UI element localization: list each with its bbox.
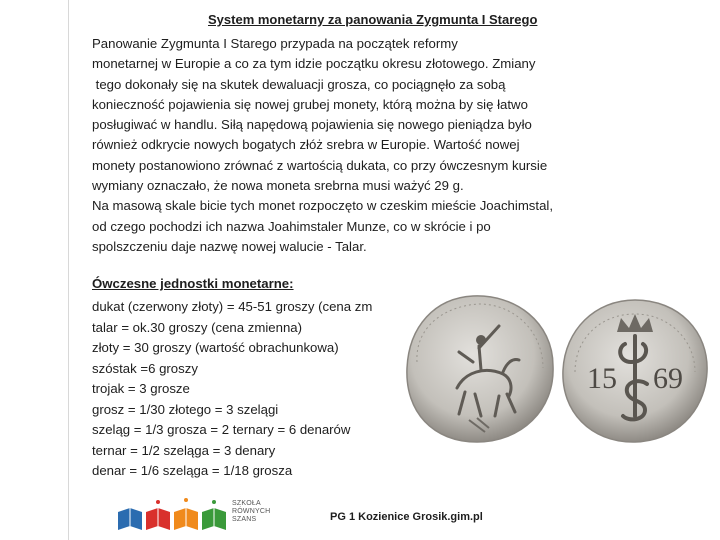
intro-line: posługiwać w handlu. Siłą napędową pojawienia się nowego pieniądza było: [92, 117, 532, 133]
intro-line: monetarnej w Europie a co za tym idzie początku okresu złotowego. Zmiany: [92, 56, 536, 72]
coin-year-left: 15: [587, 362, 617, 395]
unit-item: trojak = 3 grosze: [92, 381, 190, 396]
intro-line: monety postanowiono zrównać z wartością dukata, co przy ówczesnym kursie: [92, 157, 548, 173]
logo-line: SZKOŁA: [232, 500, 261, 507]
unit-item: talar = ok.30 groszy (cena zmienna): [92, 319, 303, 335]
intro-line: konieczność pojawienia się nowej grubej monety, którą można by się łatwo: [92, 96, 528, 112]
units-heading: Ówczesne jednostki monetarne:: [92, 276, 294, 291]
unit-item: grosz = 1/30 złotego = 3 szelągi: [92, 401, 279, 417]
intro-line: wymiany oznaczało, że nowa moneta srebrna musi ważyć 29 g.: [92, 178, 464, 194]
logo-line: SZANS: [232, 516, 257, 523]
logo-text: [232, 500, 270, 524]
footer-credit: PG 1 Kozienice Grosik.gim.pl: [330, 511, 483, 523]
intro-line: Na masową skale bicie tych monet rozpoczęto w czeskim mieście Joachimstal,: [92, 198, 553, 214]
coin-reverse: [563, 300, 707, 442]
unit-item: ternar = 1/2 szeląga = 3 denary: [92, 442, 276, 458]
coin-photo-icon: [403, 292, 711, 444]
book-red: [146, 508, 170, 530]
unit-item: złoty = 30 groszy (wartość obrachunkowa): [92, 340, 339, 355]
book-green: [202, 508, 226, 530]
unit-item: dukat (czerwony złoty) = 45-51 groszy (cena zm: [92, 299, 373, 314]
logo-line: RÓWNYCH: [232, 508, 271, 515]
coin-year-right: 69: [653, 362, 683, 395]
intro-line: Panowanie Zygmunta I Starego przypada na początek reformy: [92, 36, 458, 51]
book-blue: [118, 508, 142, 530]
unit-item: szóstak =6 groszy: [92, 360, 198, 376]
intro-paragraph: [92, 34, 652, 257]
unit-item: denar = 1/6 szeląga = 1/18 grosza: [92, 463, 293, 478]
left-margin-rule: [68, 0, 69, 540]
coin-obverse: [407, 296, 553, 442]
intro-line: od czego pochodzi ich nazwa Joahimstaler Munze, co w skrócie i po: [92, 218, 491, 234]
intro-line: tego dokonały się na skutek dewaluacji grosza, co pociągnęło za sobą: [92, 76, 506, 92]
units-list: [92, 297, 422, 482]
page-title: System monetarny za panowania Zygmunta I Starego: [208, 12, 538, 27]
unit-item: szeląg = 1/3 grosza = 2 ternary = 6 denarów: [92, 422, 351, 437]
intro-line: również odkrycie nowych bogatych złóż srebra w Europie. Wartość nowej: [92, 137, 520, 153]
book-orange: [174, 508, 198, 530]
intro-line: spolszczeniu daje nazwę nowej walucie - Talar.: [92, 238, 367, 254]
